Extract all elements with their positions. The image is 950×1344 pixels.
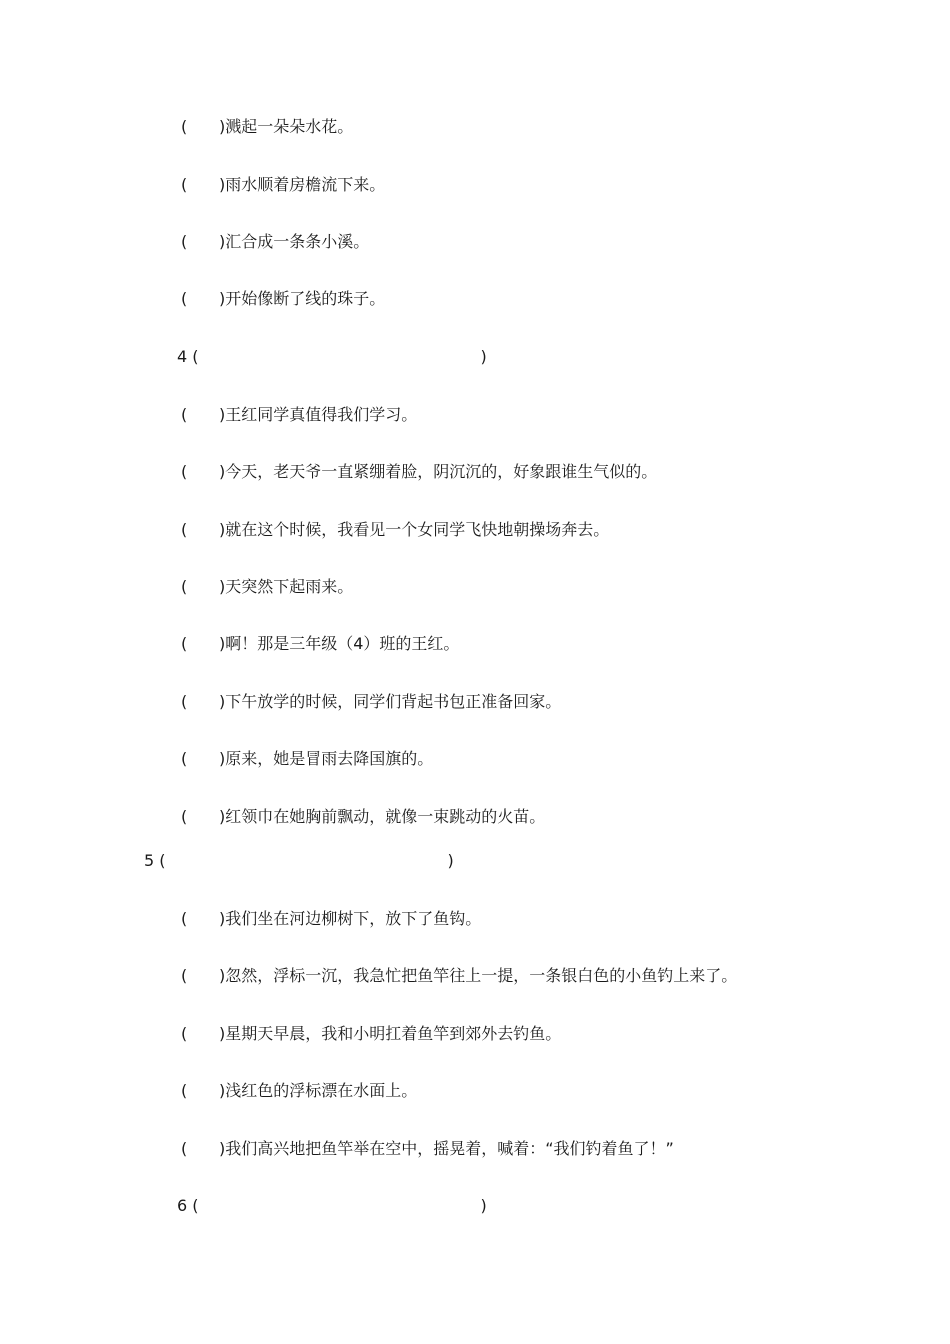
item-text: 下午放学的时候，同学们背起书包正准备回家。 — [225, 692, 562, 711]
blank-paren-open: ( — [181, 232, 188, 251]
item-text: 今天，老天爷一直紧绷着脸，阴沉沉的，好象跟谁生气似的。 — [225, 462, 658, 481]
question-4-header — [177, 347, 487, 367]
answer-paren-open: ( — [159, 851, 166, 870]
item-text: 啊！那是三年级（4）班的王红。 — [225, 634, 460, 653]
blank-paren-close: ) — [219, 1081, 226, 1100]
answer-paren-open: ( — [192, 347, 199, 366]
item-text: 浅红色的浮标漂在水面上。 — [225, 1081, 418, 1100]
blank-paren-close: ) — [219, 807, 226, 826]
item-text: 就在这个时候，我看见一个女同学飞快地朝操场奔去。 — [225, 520, 610, 539]
list-item — [181, 1024, 561, 1044]
list-item — [181, 462, 657, 482]
blank-paren-close: ) — [219, 462, 226, 481]
blank-paren-close: ) — [219, 1024, 226, 1043]
list-item — [181, 966, 737, 986]
blank-paren-open: ( — [181, 405, 188, 424]
item-text: 星期天早晨，我和小明扛着鱼竿到郊外去钓鱼。 — [225, 1024, 562, 1043]
item-text: 忽然，浮标一沉，我急忙把鱼竿往上一提，一条银白色的小鱼钓上来了。 — [225, 966, 738, 985]
item-text: 我们坐在河边柳树下，放下了鱼钩。 — [225, 909, 482, 928]
blank-paren-open: ( — [181, 909, 188, 928]
blank-paren-open: ( — [181, 175, 188, 194]
blank-paren-open: ( — [181, 749, 188, 768]
blank-paren-open: ( — [181, 1024, 188, 1043]
blank-paren-close: ) — [219, 117, 226, 136]
item-text: 我们高兴地把鱼竿举在空中，摇晃着，喊着：“我们钓着鱼了！” — [225, 1139, 674, 1158]
list-item — [181, 232, 369, 252]
blank-paren-open: ( — [181, 692, 188, 711]
list-item — [181, 1081, 417, 1101]
list-item — [181, 634, 459, 654]
answer-paren-close: ) — [480, 347, 487, 366]
question-6-header — [177, 1196, 487, 1216]
list-item — [181, 807, 545, 827]
item-text: 王红同学真值得我们学习。 — [225, 405, 418, 424]
item-text: 原来，她是冒雨去降国旗的。 — [225, 749, 434, 768]
blank-paren-open: ( — [181, 807, 188, 826]
list-item — [181, 1139, 674, 1159]
blank-paren-open: ( — [181, 1081, 188, 1100]
list-item — [181, 175, 385, 195]
question-number: 4 — [177, 347, 188, 366]
blank-paren-open: ( — [181, 462, 188, 481]
blank-paren-close: ) — [219, 1139, 226, 1158]
question-number: 6 — [177, 1196, 188, 1215]
answer-paren-close: ) — [447, 851, 454, 870]
list-item — [181, 405, 417, 425]
blank-paren-close: ) — [219, 520, 226, 539]
item-text: 开始像断了线的珠子。 — [225, 289, 386, 308]
blank-paren-close: ) — [219, 175, 226, 194]
answer-paren-close: ) — [480, 1196, 487, 1215]
answer-paren-open: ( — [192, 1196, 199, 1215]
blank-paren-open: ( — [181, 520, 188, 539]
item-text: 天突然下起雨来。 — [225, 577, 354, 596]
blank-paren-close: ) — [219, 909, 226, 928]
list-item — [181, 520, 609, 540]
blank-paren-close: ) — [219, 692, 226, 711]
blank-paren-close: ) — [219, 749, 226, 768]
item-text: 雨水顺着房檐流下来。 — [225, 175, 386, 194]
blank-paren-close: ) — [219, 405, 226, 424]
blank-paren-close: ) — [219, 966, 226, 985]
item-text: 汇合成一条条小溪。 — [225, 232, 370, 251]
list-item — [181, 692, 561, 712]
list-item — [181, 749, 433, 769]
item-text: 红领巾在她胸前飘动，就像一束跳动的火苗。 — [225, 807, 546, 826]
list-item — [181, 117, 353, 137]
blank-paren-close: ) — [219, 232, 226, 251]
blank-paren-close: ) — [219, 634, 226, 653]
blank-paren-close: ) — [219, 577, 226, 596]
blank-paren-open: ( — [181, 1139, 188, 1158]
blank-paren-close: ) — [219, 289, 226, 308]
blank-paren-open: ( — [181, 289, 188, 308]
blank-paren-open: ( — [181, 966, 188, 985]
item-text: 溅起一朵朵水花。 — [225, 117, 354, 136]
blank-paren-open: ( — [181, 634, 188, 653]
blank-paren-open: ( — [181, 117, 188, 136]
list-item — [181, 577, 353, 597]
list-item — [181, 909, 481, 929]
question-5-header — [144, 851, 454, 871]
list-item — [181, 289, 385, 309]
question-number: 5 — [144, 851, 155, 870]
blank-paren-open: ( — [181, 577, 188, 596]
